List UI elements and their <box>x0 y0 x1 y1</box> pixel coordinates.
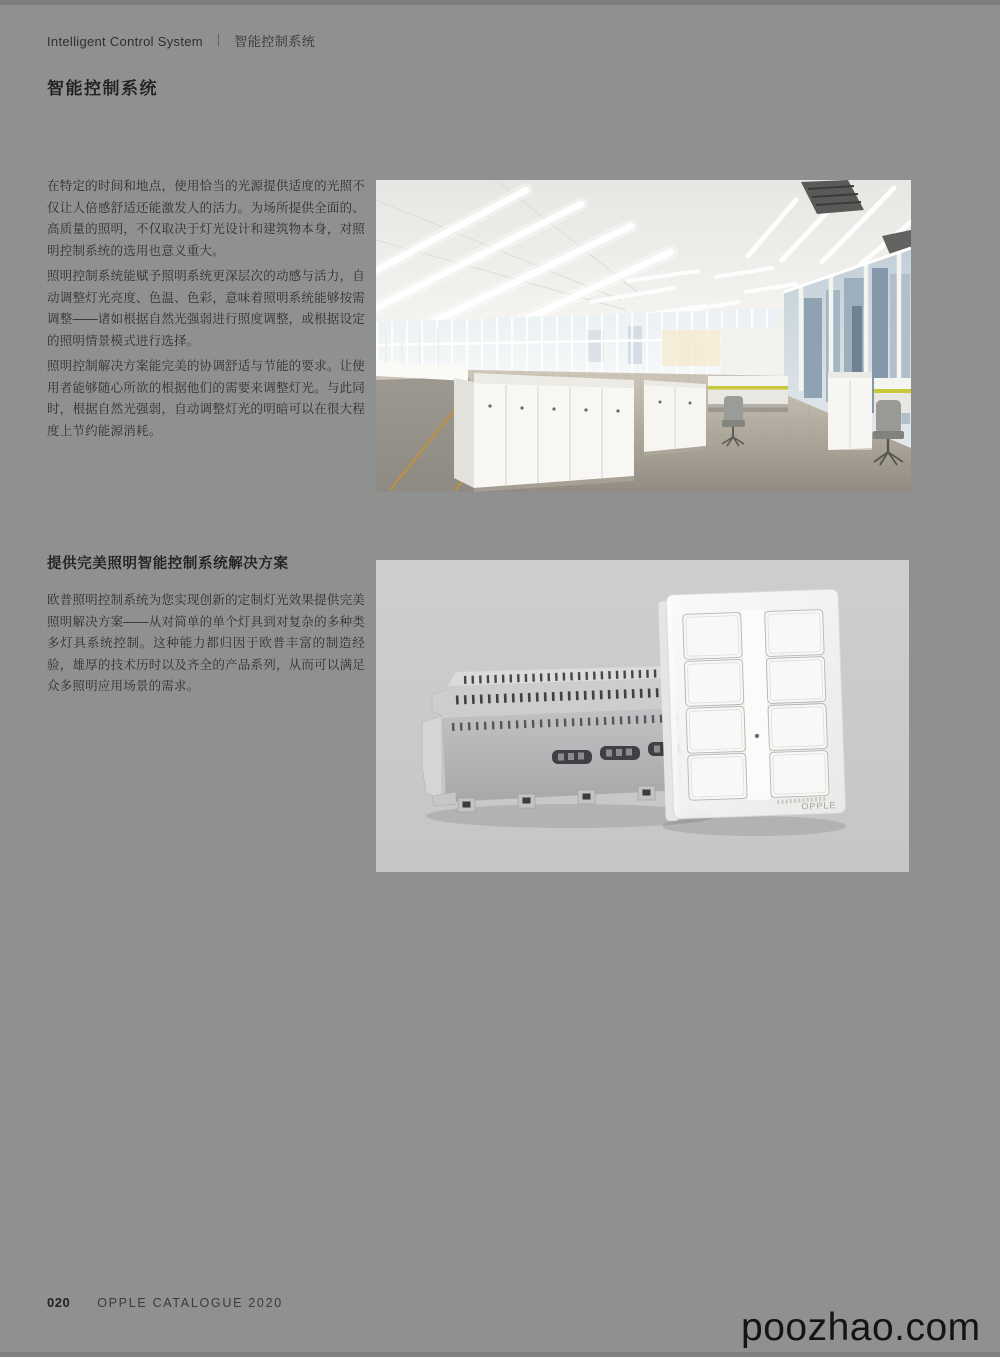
page-top-edge <box>0 0 1000 5</box>
page-footer <box>47 1295 283 1310</box>
din-rail-module <box>422 666 682 812</box>
breadcrumb-english: Intelligent Control System <box>47 34 203 49</box>
solution-paragraph: 欧普照明控制系统为您实现创新的定制灯光效果提供完美照明解决方案——从对简单的单个灯具到对复杂的多种类多灯具系统控制。这种能力都归因于欧普丰富的制造经验，雄厚的技术历时以及齐全的产品系列，从而可以满足众多照明应用场景的需求。 <box>47 593 365 693</box>
intro-paragraph-3: 照明控制解决方案能完美的协调舒适与节能的要求。让使用者能够随心所欲的根据他们的需要来调整灯光。与此同时，根据自然光强弱，自动调整灯光的明暗可以在很大程度上节约能源消耗。 <box>47 359 365 438</box>
cabinet-cluster-center <box>454 373 634 492</box>
page-number: 020 <box>47 1295 71 1310</box>
intro-paragraph-1: 在特定的时间和地点，使用恰当的光源提供适度的光照不仅让人倍感舒适还能激发人的活力。为场所提供全面的、高质量的照明，不仅取决于灯光设计和建筑物本身，对照明控制系统的选用也意义重大。 <box>47 179 365 258</box>
product-photo <box>376 560 909 872</box>
breadcrumb-separator-icon: ｜ <box>211 33 226 48</box>
solution-section <box>47 552 365 698</box>
breadcrumb <box>47 31 315 50</box>
page-bottom-edge <box>0 1352 1000 1357</box>
brand-label: OPPLE <box>801 800 837 812</box>
office-interior-photo <box>376 180 911 492</box>
solution-heading: 提供完美照明智能控制系统解决方案 <box>47 556 289 572</box>
cabinet-cluster-right <box>644 380 706 456</box>
breadcrumb-chinese: 智能控制系统 <box>234 34 316 49</box>
switch-panel <box>658 589 846 821</box>
panel-shadow <box>662 816 846 836</box>
intro-paragraphs <box>47 176 365 446</box>
product-scene <box>376 560 909 872</box>
intro-paragraph-2: 照明控制系统能赋予照明系统更深层次的动感与活力，自动调整灯光亮度、色温、色彩，意味着照明系统能够按需调整——诸如根据自然光强弱进行照度调整，或根据设定的照明情景模式进行选择。 <box>47 269 365 348</box>
watermark: poozhao.com <box>741 1306 981 1349</box>
office-scene <box>376 180 911 492</box>
catalogue-title: OPPLE CATALOGUE 2020 <box>97 1296 283 1310</box>
page-title: 智能控制系统 <box>47 79 158 99</box>
